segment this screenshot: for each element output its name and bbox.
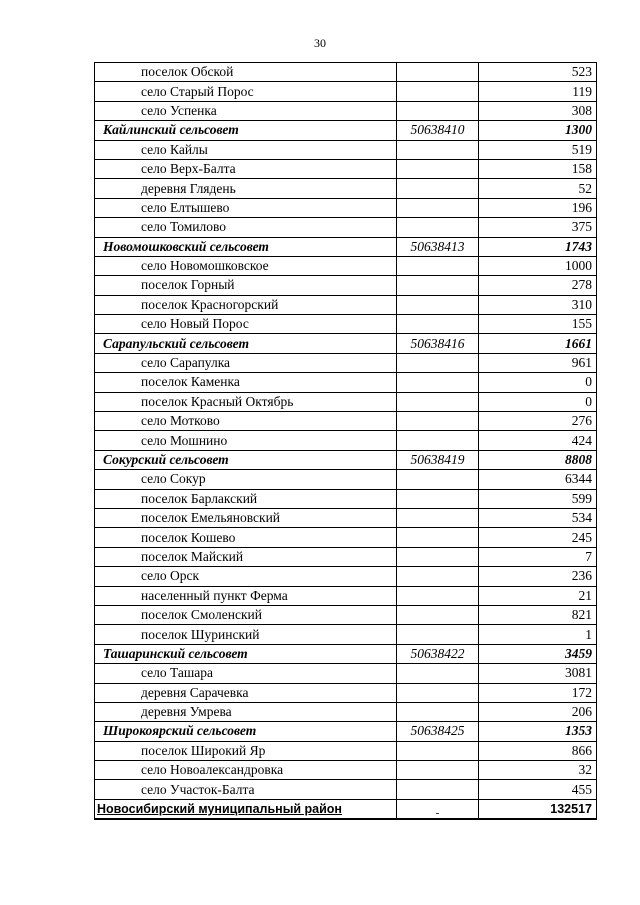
oktmo-code: 50638425 [397,722,479,741]
population-value: 6344 [479,470,597,489]
settlement-row [95,547,597,566]
settlement-name: село Участок-Балта [95,780,397,799]
settlement-row [95,412,597,431]
total-name: Новосибирский муниципальный район [95,799,397,819]
settlement-name: село Мошнино [95,431,397,450]
settlement-row [95,508,597,527]
settlement-row [95,315,597,334]
settlement-name: село Томилово [95,218,397,237]
oktmo-code [397,547,479,566]
oktmo-code [397,63,479,82]
settlement-row [95,179,597,198]
settlement-row [95,625,597,644]
settlement-row [95,392,597,411]
oktmo-code [397,140,479,159]
settlement-name: поселок Каменка [95,373,397,392]
table-body [95,63,597,800]
population-value: 0 [479,392,597,411]
settlement-row [95,101,597,120]
oktmo-code [397,780,479,799]
oktmo-code: 50638416 [397,334,479,353]
settlement-name: село Сарапулка [95,353,397,372]
oktmo-code [397,528,479,547]
population-value: 821 [479,605,597,624]
settlement-name: поселок Горный [95,276,397,295]
population-value: 523 [479,63,597,82]
settlement-row [95,276,597,295]
population-value: 455 [479,780,597,799]
settlement-row [95,761,597,780]
oktmo-code [397,761,479,780]
settlement-row [95,702,597,721]
population-value: 308 [479,101,597,120]
oktmo-code [397,702,479,721]
settlement-row [95,140,597,159]
settlement-name: деревня Умрева [95,702,397,721]
settlement-row [95,741,597,760]
settlement-name: поселок Широкий Яр [95,741,397,760]
oktmo-code [397,586,479,605]
council-name: Сарапульский сельсовет [95,334,397,353]
council-row [95,237,597,256]
population-value: 7 [479,547,597,566]
oktmo-code [397,567,479,586]
population-value: 206 [479,702,597,721]
oktmo-code [397,101,479,120]
population-value: 158 [479,159,597,178]
settlement-row [95,373,597,392]
oktmo-code [397,431,479,450]
settlement-row [95,567,597,586]
oktmo-code [397,82,479,101]
oktmo-code [397,470,479,489]
population-value: 1743 [479,237,597,256]
population-value: 236 [479,567,597,586]
oktmo-code [397,664,479,683]
oktmo-code [397,683,479,702]
oktmo-code [397,625,479,644]
settlement-name: населенный пункт Ферма [95,586,397,605]
settlement-name: село Мотково [95,412,397,431]
population-value: 1300 [479,121,597,140]
population-value: 310 [479,295,597,314]
population-value: 534 [479,508,597,527]
council-row [95,121,597,140]
oktmo-code [397,218,479,237]
settlement-row [95,63,597,82]
oktmo-code [397,605,479,624]
settlement-name: село Новый Порос [95,315,397,334]
settlement-name: поселок Обской [95,63,397,82]
settlement-name: село Успенка [95,101,397,120]
settlement-row [95,470,597,489]
population-value: 32 [479,761,597,780]
settlement-row [95,218,597,237]
oktmo-code [397,256,479,275]
oktmo-code [397,198,479,217]
population-value: 278 [479,276,597,295]
oktmo-code: 50638419 [397,450,479,469]
oktmo-code [397,276,479,295]
total-code: - [397,799,479,819]
settlement-row [95,198,597,217]
population-value: 245 [479,528,597,547]
oktmo-code: 50638413 [397,237,479,256]
population-value: 119 [479,82,597,101]
settlement-name: поселок Красный Октябрь [95,392,397,411]
oktmo-code: 50638422 [397,644,479,663]
population-value: 866 [479,741,597,760]
settlement-name: село Новомошковское [95,256,397,275]
settlement-row [95,489,597,508]
settlement-row [95,605,597,624]
council-name: Кайлинский сельсовет [95,121,397,140]
settlement-name: деревня Сарачевка [95,683,397,702]
page-number: 30 [314,36,326,50]
population-value: 172 [479,683,597,702]
settlement-name: село Ташара [95,664,397,683]
population-value: 196 [479,198,597,217]
council-row [95,644,597,663]
settlement-row [95,664,597,683]
oktmo-code [397,741,479,760]
population-value: 424 [479,431,597,450]
settlement-name: село Сокур [95,470,397,489]
oktmo-code [397,412,479,431]
population-value: 599 [479,489,597,508]
settlement-row [95,295,597,314]
settlement-name: село Кайлы [95,140,397,159]
oktmo-code [397,508,479,527]
population-value: 8808 [479,450,597,469]
oktmo-code [397,489,479,508]
settlement-row [95,683,597,702]
oktmo-code [397,373,479,392]
total-row [95,799,597,819]
settlement-name: поселок Смоленский [95,605,397,624]
settlement-name: село Новоалександровка [95,761,397,780]
settlement-name: поселок Кошево [95,528,397,547]
settlement-name: поселок Красногорский [95,295,397,314]
council-name: Новомошковский сельсовет [95,237,397,256]
settlements-table [94,62,597,820]
population-value: 276 [479,412,597,431]
settlement-row [95,586,597,605]
settlement-row [95,256,597,275]
settlement-name: поселок Шуринский [95,625,397,644]
settlement-name: село Орск [95,567,397,586]
oktmo-code [397,315,479,334]
settlement-row [95,431,597,450]
settlement-name: село Елтышево [95,198,397,217]
council-name: Широкоярский сельсовет [95,722,397,741]
council-row [95,722,597,741]
council-name: Ташаринский сельсовет [95,644,397,663]
population-value: 21 [479,586,597,605]
oktmo-code [397,392,479,411]
oktmo-code [397,159,479,178]
oktmo-code [397,295,479,314]
council-name: Сокурский сельсовет [95,450,397,469]
settlement-row [95,159,597,178]
population-value: 0 [479,373,597,392]
population-value: 1661 [479,334,597,353]
settlement-row [95,780,597,799]
population-value: 519 [479,140,597,159]
settlement-name: поселок Емельяновский [95,508,397,527]
settlement-name: поселок Барлакский [95,489,397,508]
settlement-name: поселок Майский [95,547,397,566]
population-value: 375 [479,218,597,237]
population-value: 3459 [479,644,597,663]
total-population: 132517 [479,799,597,819]
population-value: 155 [479,315,597,334]
population-value: 52 [479,179,597,198]
population-value: 961 [479,353,597,372]
population-value: 1000 [479,256,597,275]
population-value: 3081 [479,664,597,683]
settlement-row [95,82,597,101]
population-value: 1 [479,625,597,644]
council-row [95,334,597,353]
settlement-name: село Старый Порос [95,82,397,101]
oktmo-code [397,353,479,372]
oktmo-code [397,179,479,198]
oktmo-code: 50638410 [397,121,479,140]
population-value: 1353 [479,722,597,741]
council-row [95,450,597,469]
settlement-row [95,528,597,547]
settlement-name: село Верх-Балта [95,159,397,178]
settlement-name: деревня Глядень [95,179,397,198]
settlement-row [95,353,597,372]
